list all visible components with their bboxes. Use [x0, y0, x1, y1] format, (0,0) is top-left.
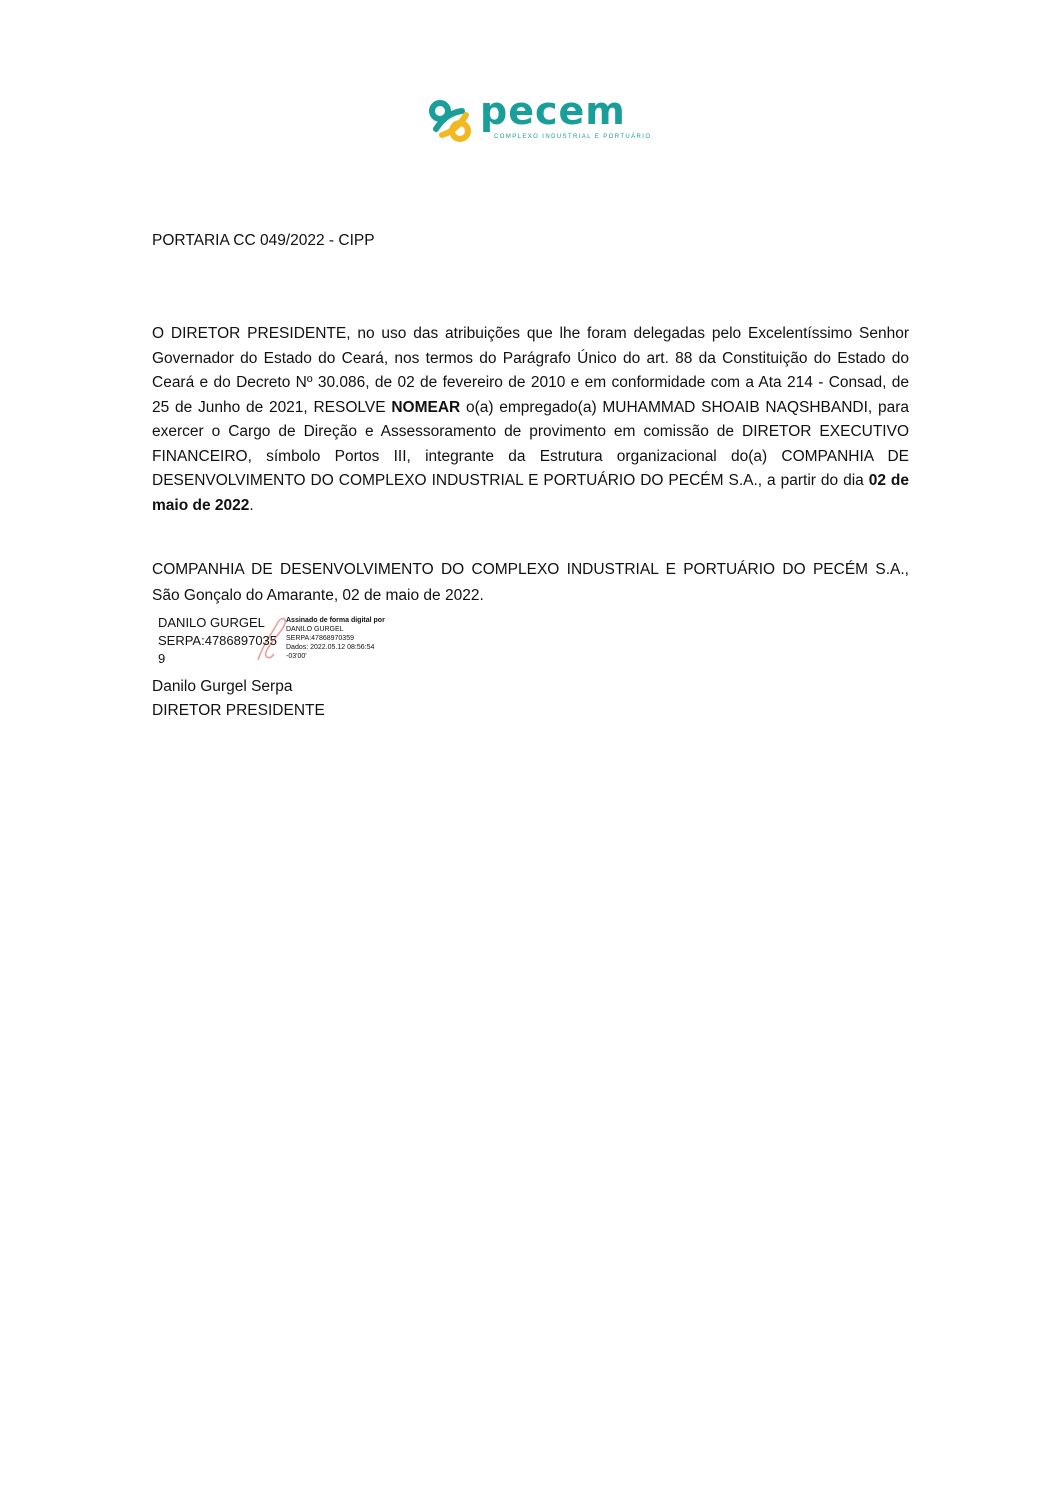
digital-signature: [156, 612, 436, 672]
logo-wordmark: pecem: [480, 89, 626, 133]
signature-detail-2: DANILO GURGEL: [286, 626, 344, 633]
signer-block: [152, 675, 325, 723]
signature-name-line3: 9: [158, 651, 166, 666]
signature-detail-3: SERPA:47868970359: [286, 635, 354, 642]
body-bold-date: 02 de maio de 2022: [152, 472, 910, 514]
body-text-part2: o(a) empregado(a) MUHAMMAD SHOAIB NAQSHBANDI, para exercer o Cargo de Direção e Assessoramento de provimento em comissão de DIRETOR EXECUTIVO FINANCEIRO, símbolo Portos III, integrante da Estrutura organizacional do(a) COMPANHIA DE DESENVOLVIMENTO DO COMPLEXO INDUSTRIAL E PORTUÁRIO DO PECÉM S.A., a partir do dia: [152, 398, 909, 489]
body-text-part1: O DIRETOR PRESIDENTE, no uso das atribuições que lhe foram delegadas pelo Excelentíssimo Senhor Governador do Estado do Ceará, nos termos do Parágrafo Único do art. 88 da Constituição do Estado do Ceará e do Decreto Nº 30.086, de 02 de fevereiro de 2010 e em conformidade com a Ata 214 - Consad, de 25 de Junho de 2021, RESOLVE: [152, 325, 909, 416]
signature-name: [158, 614, 277, 668]
pecem-logo: [428, 89, 652, 147]
body-bold-nomear: NOMEAR: [391, 398, 461, 416]
pecem-logo-icon: [428, 99, 474, 145]
logo-tagline: COMPLEXO INDUSTRIAL E PORTUÁRIO: [494, 134, 652, 140]
signature-detail-5: -03'00': [286, 653, 307, 660]
signer-role: DIRETOR PRESIDENTE: [152, 702, 325, 719]
body-text-part3: .: [249, 496, 254, 514]
signature-name-line2: SERPA:4786897035: [158, 633, 278, 648]
signature-detail-1: Assinado de forma digital por: [286, 617, 385, 624]
signature-name-line1: DANILO GURGEL: [158, 615, 265, 630]
document-title: PORTARIA CC 049/2022 - CIPP: [152, 232, 375, 249]
signature-detail-4: Dados: 2022.05.12 08:56:54: [286, 644, 375, 651]
closing-paragraph: COMPANHIA DE DESENVOLVIMENTO DO COMPLEXO INDUSTRIAL E PORTUÁRIO DO PECÉM S.A., São Gonçalo do Amarante, 02 de maio de 2022.: [152, 561, 909, 604]
signature-details: [286, 616, 385, 661]
document-body: [152, 322, 909, 518]
signer-name: Danilo Gurgel Serpa: [152, 678, 293, 695]
